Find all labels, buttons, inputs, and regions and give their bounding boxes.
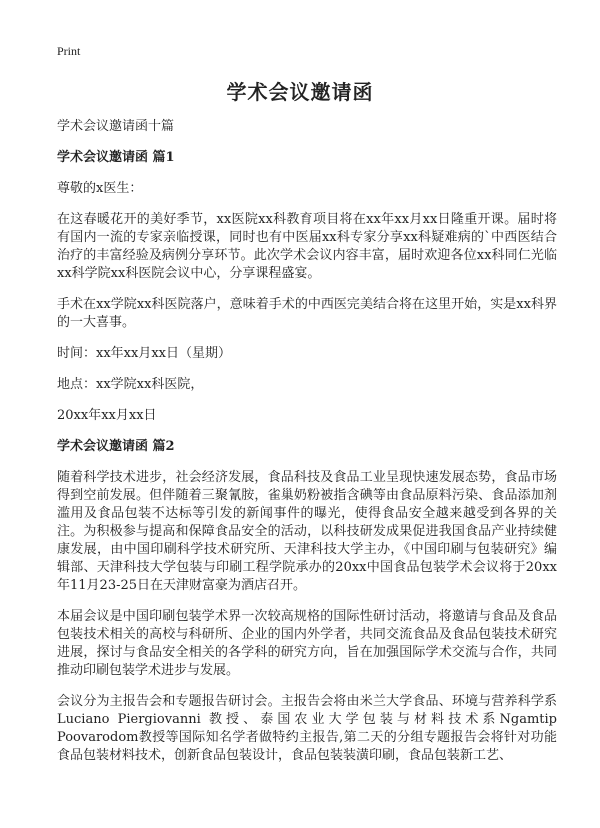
salutation: 尊敬的x医生： [57,181,143,196]
section-2-paragraph-1: 随着科学技术进步，社会经济发展，食品科技及食品工业呈现快速发展态势，食品市场得到空前发展。但伴随着三聚氰胺，雀巢奶粉被指含碘等由食品原料污染、食品添加剂滥用及食品包装不达标等引发的新闻事件的曝光，使得食品安全越来越受到各界的关注。为积极参与提高和保障食品安全的活动，以科技研发成果促进我国食品产业持续健康发展，由中国印刷科学技术研究所、天津科技大学主办，《中国印刷与包装研究》编辑部、天津科技大学包装与印刷工程学院承办的20xx中国食品包装学术会议将于20xx年11月23-25日在天津财富豪为酒店召开。 [57,470,557,593]
letter-date: 20xx年xx月xx日 [57,408,157,423]
event-place: 地点：xx学院xx科医院， [57,377,204,392]
section-2-paragraph-3: 会议分为主报告会和专题报告研讨会。主报告会将由米兰大学食品、环境与营养科学系Luciano Piergiovanni 教授、泰国农业大学包装与材料技术系Ngamtip Poovarodom教授等国际知名学者做特约主报告,第二天的分组专题报告会将针对功能食品包装材料技术，创新食品包装设计，食品包装装潢印刷，食品包装新工艺、 [57,694,557,763]
document-body [57,118,557,778]
section-2-heading: 学术会议邀请函 篇2 [57,439,175,454]
section-1-paragraph-1: 在这春暖花开的美好季节，xx医院xx科教育项目将在xx年xx月xx日隆重开课。届时将有国内一流的专家亲临授课，同时也有中医届xx科专家分享xx科疑难病的`中西医结合治疗的丰富经验及病例分享环节。此次学术会议内容丰富，届时欢迎各位xx科同仁光临xx科学院xx科医院会议中心，分享课程盛宴。 [57,212,557,281]
document-subtitle: 学术会议邀请函十篇 [57,119,175,134]
print-label: Print [57,44,81,58]
section-1-heading: 学术会议邀请函 篇1 [57,150,175,165]
document-title: 学术会议邀请函 [226,80,374,104]
section-1-paragraph-2: 手术在xx学院xx科医院落户，意味着手术的中西医完美结合将在这里开始，实是xx科界的一大喜事。 [57,297,557,330]
section-2-paragraph-2: 本届会议是中国印刷包装学术界一次较高规格的国际性研讨活动，将邀请与食品及食品包装技术相关的高校与科研所、企业的国内外学者，共同交流食品及食品包装技术研究进展，探讨与食品安全相关的各学科的研究方向，旨在加强国际学术交流与合作，共同推动印刷包装学术进步与发展。 [57,609,557,678]
event-time: 时间：xx年xx月xx日（星期） [57,346,231,361]
